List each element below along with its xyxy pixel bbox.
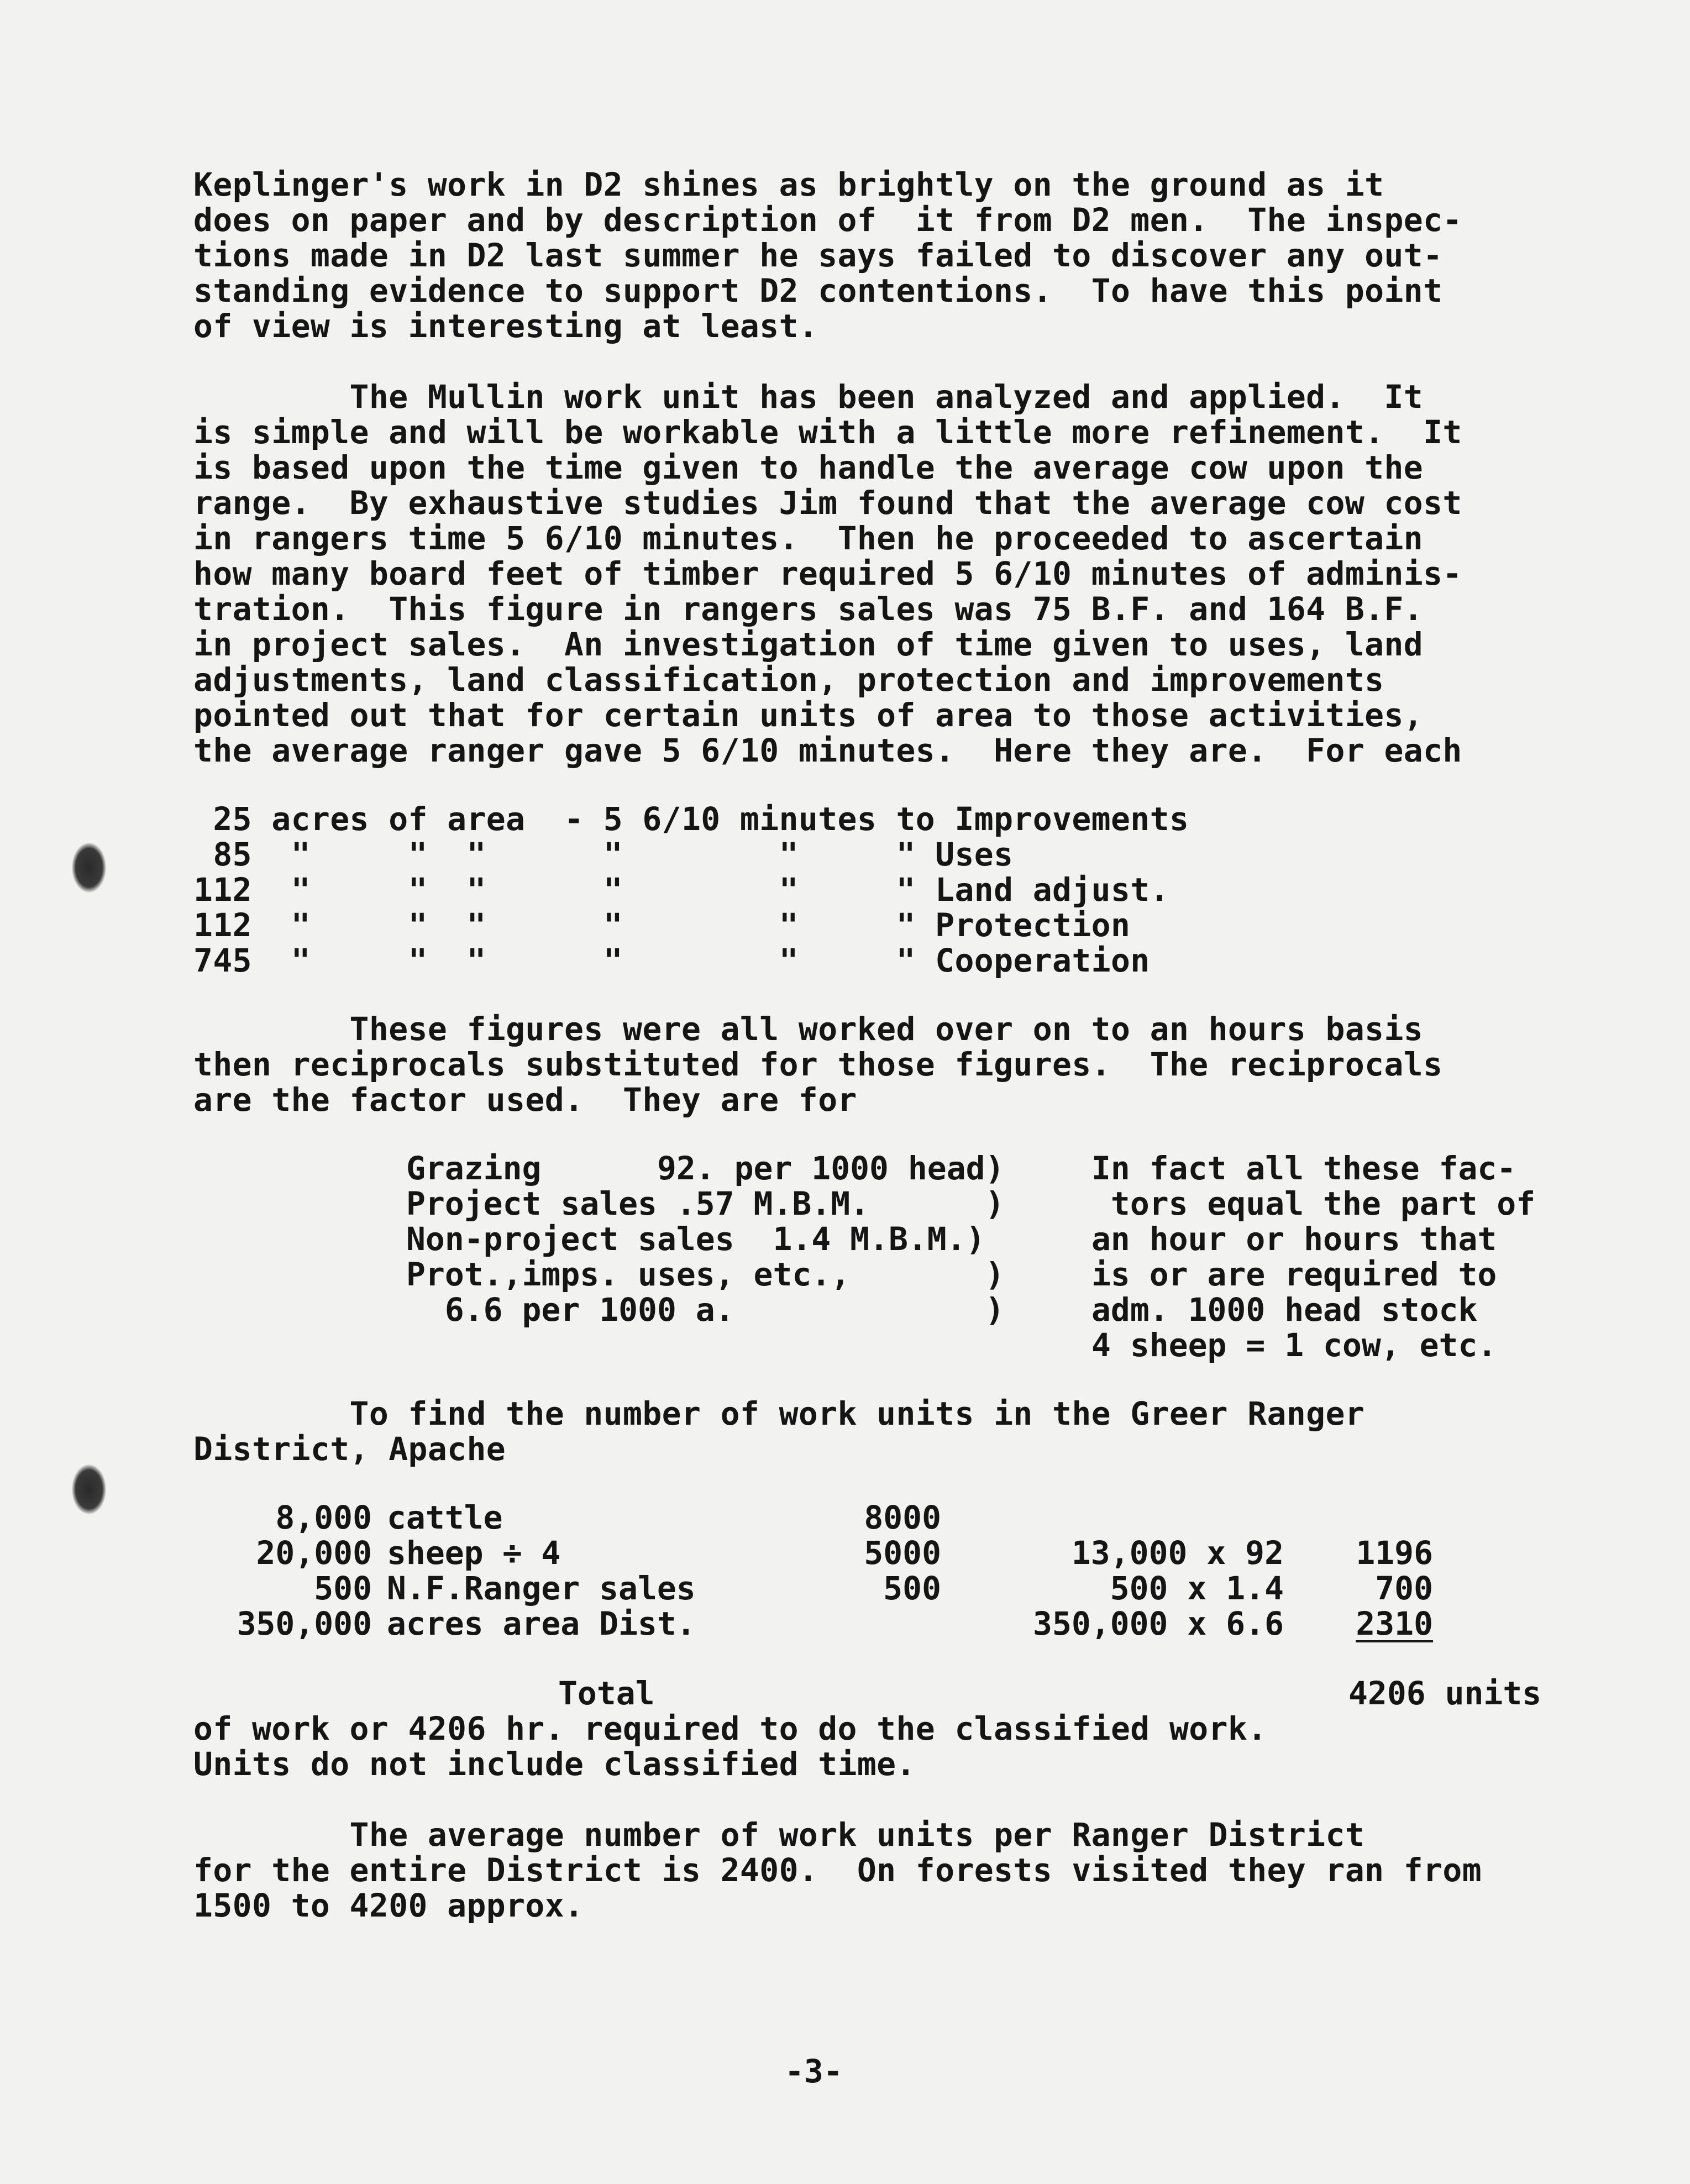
text-line: of work or 4206 hr. required to do the classified work. — [193, 1710, 1267, 1747]
table-row: 25 acres of area - 5 6/10 minutes to Improvements — [193, 800, 1189, 838]
text-line: is based upon the time given to handle the average cow upon the — [193, 449, 1424, 486]
text-line: is simple and will be workable with a little more refinement. It — [193, 413, 1462, 451]
calc-desc: sheep ÷ 4 — [387, 1534, 561, 1572]
text-line: then reciprocals substituted for those figures. The reciprocals — [193, 1046, 1443, 1083]
factor-line: Non-project sales 1.4 M.B.M.) — [406, 1220, 985, 1258]
total-value: 4206 units — [1348, 1674, 1542, 1712]
text-line: The Mullin work unit has been analyzed and applied. It — [193, 378, 1424, 416]
text-line: tions made in D2 last summer he says failed to discover any out- — [193, 237, 1443, 274]
calc-multiplication: 13,000 x 92 — [1071, 1534, 1284, 1572]
calc-multiplication: 350,000 x 6.6 — [1033, 1605, 1284, 1642]
calc-desc: N.F.Ranger sales — [387, 1569, 696, 1607]
text-line: does on paper and by description of it from D2 men. The inspec- — [193, 201, 1462, 239]
text-line: The average number of work units per Ranger District — [193, 1816, 1365, 1854]
text-line: range. By exhaustive studies Jim found that the average cow cost — [193, 484, 1462, 522]
factor-note-line: adm. 1000 head stock — [1091, 1291, 1478, 1329]
calc-result: 1196 — [1356, 1534, 1433, 1572]
text-line: in rangers time 5 6/10 minutes. Then he proceeded to ascertain — [193, 519, 1424, 557]
punch-hole-top — [72, 843, 106, 893]
factor-note-line: an hour or hours that — [1091, 1220, 1497, 1258]
calc-units: 500 — [883, 1569, 941, 1607]
factor-note-line: is or are required to — [1091, 1256, 1497, 1293]
factor-line: Prot.,imps. uses, etc., ) — [406, 1256, 1005, 1293]
calc-units: 5000 — [864, 1534, 941, 1572]
text-line: how many board feet of timber required 5 6/10 minutes of adminis- — [193, 555, 1462, 592]
calc-qty: 350,000 — [237, 1605, 372, 1642]
text-line: Units do not include classified time. — [193, 1745, 916, 1783]
factor-note-line: tors equal the part of — [1091, 1185, 1536, 1222]
calc-units: 8000 — [864, 1499, 941, 1536]
factor-line: Project sales .57 M.B.M. ) — [406, 1185, 1005, 1222]
total-label: Total — [558, 1674, 655, 1712]
text-line: pointed out that for certain units of area to those activities, — [193, 696, 1424, 734]
table-row: 112 " " " " " " Protection — [193, 906, 1131, 944]
text-line: in project sales. An investigation of time given to uses, land — [193, 626, 1424, 663]
factor-line: Grazing 92. per 1000 head) — [406, 1149, 1005, 1187]
page-number: -3- — [785, 2052, 843, 2090]
text-line: the average ranger gave 5 6/10 minutes. Here they are. For each — [193, 732, 1462, 769]
punch-hole-bottom — [72, 1464, 106, 1514]
factor-line: 6.6 per 1000 a. ) — [406, 1291, 1005, 1329]
table-row: 85 " " " " " " Uses — [193, 836, 1014, 873]
factor-note-line: In fact all these fac- — [1091, 1149, 1516, 1187]
factor-note-line: 4 sheep = 1 cow, etc. — [1091, 1326, 1497, 1364]
calc-qty: 20,000 — [256, 1534, 372, 1572]
table-row: 745 " " " " " " Cooperation — [193, 942, 1150, 979]
text-line: adjustments, land classification, protection and improvements — [193, 661, 1384, 699]
text-line: 1500 to 4200 approx. — [193, 1887, 584, 1924]
calc-desc: acres area Dist. — [387, 1605, 696, 1642]
calc-qty: 8,000 — [275, 1499, 372, 1536]
table-row: 112 " " " " " " Land adjust. — [193, 871, 1169, 909]
text-line: for the entire District is 2400. On forests visited they ran from — [193, 1851, 1482, 1889]
calc-qty: 500 — [314, 1569, 372, 1607]
text-line: Keplinger's work in D2 shines as brightly on the ground as it — [193, 166, 1384, 203]
text-line: District, Apache — [193, 1430, 506, 1468]
text-line: tration. This figure in rangers sales was 75 B.F. and 164 B.F. — [193, 590, 1424, 628]
text-line: To find the number of work units in the Greer Ranger — [193, 1395, 1365, 1432]
text-line: of view is interesting at least. — [193, 307, 818, 345]
calc-desc: cattle — [387, 1499, 503, 1536]
calc-result: 700 — [1375, 1569, 1433, 1607]
text-line: These figures were all worked over on to an hours basis — [193, 1010, 1424, 1048]
text-line: standing evidence to support D2 contentions. To have this point — [193, 272, 1443, 309]
text-line: are the factor used. They are for — [193, 1081, 857, 1119]
calc-result: 2310 — [1356, 1605, 1433, 1642]
calc-multiplication: 500 x 1.4 — [1110, 1569, 1284, 1607]
